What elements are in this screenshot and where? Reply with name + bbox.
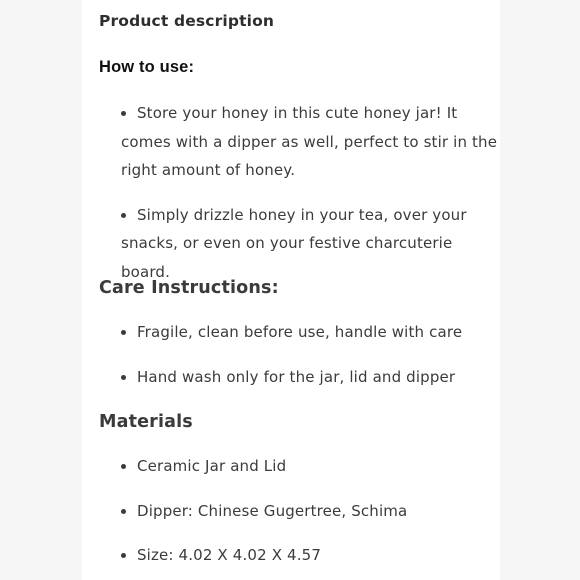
list-item: [121, 318, 499, 347]
bullet-icon: [121, 111, 126, 116]
bullet-icon: [121, 330, 126, 335]
how-to-use-list: [121, 99, 499, 286]
list-item: [121, 363, 499, 392]
list-item-text: Simply drizzle honey in your tea, over your snacks, or even on your festive charcuterie board.: [121, 205, 467, 281]
list-item: [121, 541, 499, 570]
list-item-text: Ceramic Jar and Lid: [137, 457, 287, 475]
list-item-text: Store your honey in this cute honey jar! It comes with a dipper as well, perfect to stir in the right amount of honey.: [121, 104, 498, 179]
bullet-icon: [121, 509, 126, 514]
list-item-text: Dipper: Chinese Gugertree, Schima: [137, 501, 408, 520]
bullet-icon: [121, 553, 126, 558]
list-item-text: Fragile, clean before use, handle with care: [137, 323, 463, 341]
materials-heading: Materials: [99, 412, 193, 432]
list-item: [121, 497, 499, 526]
list-item: [121, 99, 499, 185]
care-instructions-list: [121, 318, 499, 391]
materials-list: [121, 452, 499, 570]
list-item-text: Hand wash only for the jar, lid and dipper: [137, 367, 456, 386]
bullet-icon: [121, 375, 126, 380]
how-to-use-heading: How to use:: [99, 58, 195, 76]
list-item: [121, 452, 499, 481]
bullet-icon: [121, 464, 126, 469]
list-item-text: Size: 4.02 X 4.02 X 4.57: [137, 546, 322, 564]
bullet-icon: [121, 213, 126, 218]
care-instructions-heading: Care Instructions:: [99, 278, 279, 298]
list-item: [121, 201, 499, 287]
product-description-title: Product description: [99, 12, 275, 30]
